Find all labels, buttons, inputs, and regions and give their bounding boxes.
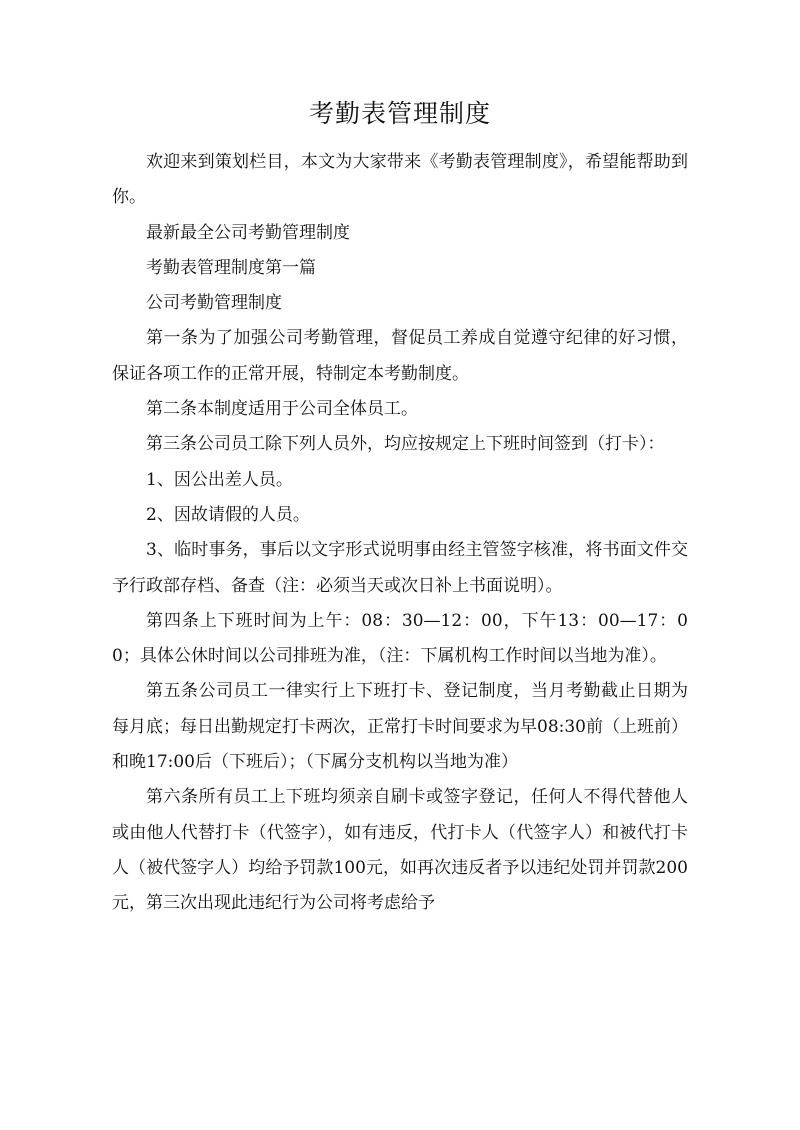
paragraph-article-1: 第一条为了加强公司考勤管理，督促员工养成自觉遵守纪律的好习惯，保证各项工作的正常开展，特制定本考勤制度。	[112, 328, 688, 384]
paragraph-item-1: 1、因公出差人员。	[146, 469, 293, 490]
paragraph-article-6: 第六条所有员工上下班均须亲自刷卡或签字登记，任何人不得代替他人或由他人代替打卡（代签字），如有违反，代打卡人（代签字人）和被代打卡人（被代签字人）均给予罚款100元，如再次违反者予以违纪处罚并罚款200元，第三次出现此违纪行为公司将考虑给予	[112, 787, 688, 914]
paragraph-item-3: 3、临时事务，事后以文字形式说明事由经主管签字核准，将书面文件交予行政部存档、备查（注：必须当天或次日补上书面说明）。	[112, 540, 688, 596]
paragraph-intro: 欢迎来到策划栏目，本文为大家带来《考勤表管理制度》，希望能帮助到你。	[112, 152, 688, 208]
paragraph-heading-policy: 公司考勤管理制度	[146, 293, 282, 314]
paragraph-article-5: 第五条公司员工一律实行上下班打卡、登记制度，当月考勤截止日期为每月底；每日出勤规定打卡两次，正常打卡时间要求为早08:30前（上班前）和晚17:00后（下班后）；（下属分支机构以当地为准）	[112, 681, 688, 773]
document-body	[112, 145, 688, 922]
paragraph-article-2: 第二条本制度适用于公司全体员工。	[146, 399, 418, 420]
paragraph-article-3: 第三条公司员工除下列人员外，均应按规定上下班时间签到（打卡）：	[146, 434, 665, 455]
paragraph-article-4: 第四条上下班时间为上午：08：30—12：00，下午13：00—17：00；具体公休时间以公司排班为准，（注：下属机构工作时间以当地为准）。	[112, 610, 688, 667]
paragraph-heading-first: 考勤表管理制度第一篇	[146, 257, 316, 278]
paragraph-heading-latest: 最新最全公司考勤管理制度	[146, 222, 350, 243]
paragraph-item-2: 2、因故请假的人员。	[146, 504, 310, 525]
document-title: 考勤表管理制度	[308, 99, 491, 128]
